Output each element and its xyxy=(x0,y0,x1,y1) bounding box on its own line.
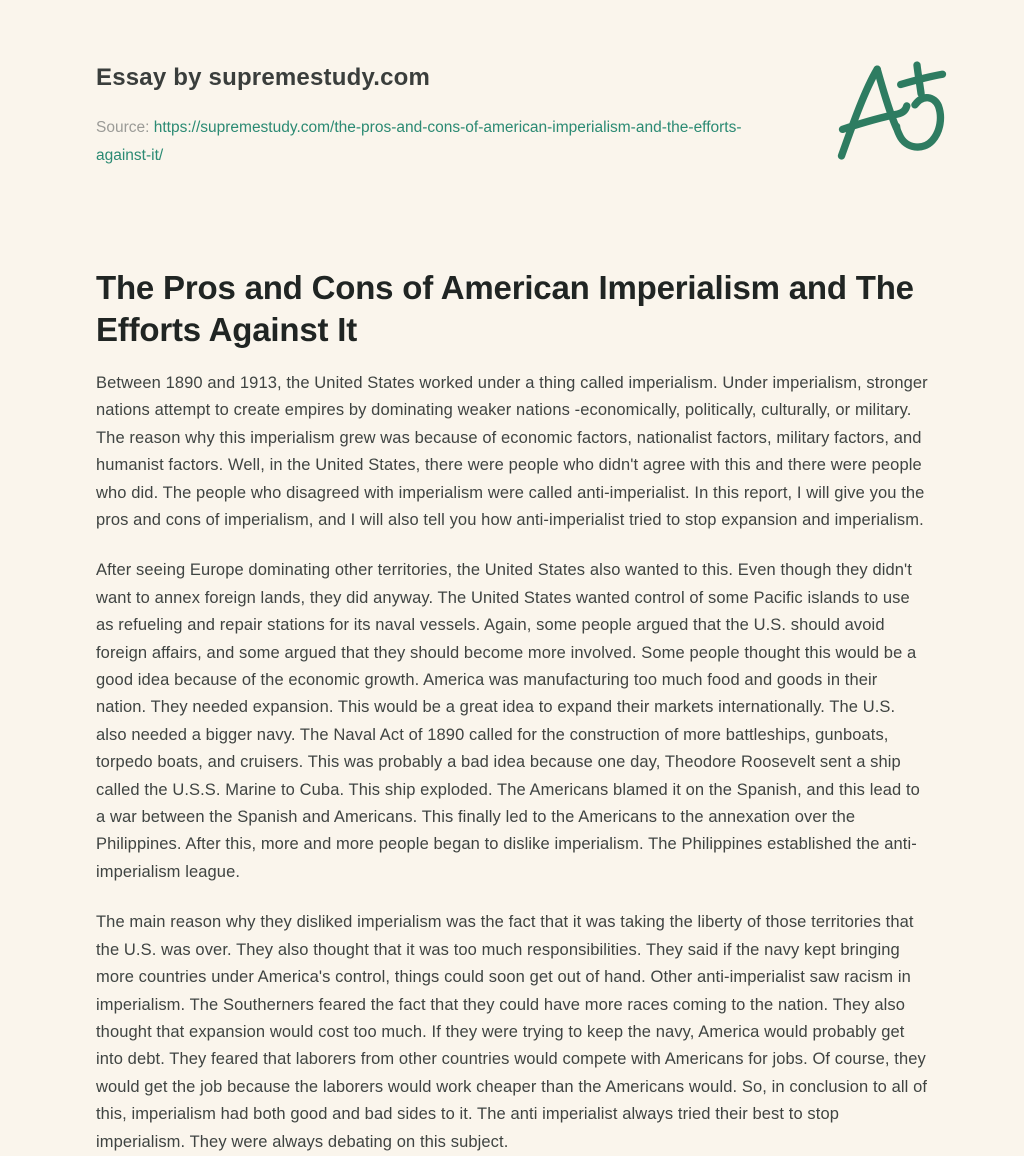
article-title: The Pros and Cons of American Imperialism and The Efforts Against It xyxy=(96,269,914,349)
header-text-block xyxy=(96,60,766,169)
a-plus-logo-svg xyxy=(832,60,952,162)
essay-by-heading: Essay by supremestudy.com xyxy=(96,64,431,91)
source-line xyxy=(96,114,766,169)
a-plus-logo-icon xyxy=(832,60,952,162)
page-header xyxy=(96,60,928,169)
paragraph-1: Between 1890 and 1913, the United States worked under a thing called imperialism. Under imperialism, stronger nations attempt to create empires by dominating weaker nations -economically, politically, culturally, or military. The reason why this imperialism grew was because of economic factors, nationalist factors, military factors, and humanist factors. Well, in the United States, there were people who didn't agree with this and there were people who did. The people who disagreed with imperialism were called anti-imperialist. In this report, I will give you the pros and cons of imperialism, and I will also tell you how anti-imperialist tried to stop expansion and imperialism. xyxy=(96,373,928,529)
article-body xyxy=(96,370,928,1156)
paragraph-3: The main reason why they disliked imperialism was the fact that it was taking the liberty of those territories that the U.S. was over. They also thought that it was too much responsibilities. They said if the navy kept bringing more countries under America's control, things could soon get out of hand. Other anti-imperialist saw racism in imperialism. The Southerners feared the fact that they could have more races coming to the nation. They also thought that expansion would cost too much. If they were trying to keep the navy, America would probably get into debt. They feared that laborers from other countries would compete with Americans for jobs. Of course, they would get the job because the laborers would work cheaper than the Americans would. So, in conclusion to all of this, imperialism had both good and bad sides to it. The anti imperialist always tried their best to stop imperialism. They were always debating on this subject. xyxy=(96,913,928,1151)
source-label: Source: xyxy=(96,119,150,136)
source-url-link[interactable]: https://supremestudy.com/the-pros-and-cons-of-american-imperialism-and-the-efforts-against-it/ xyxy=(96,119,742,164)
paragraph-2: After seeing Europe dominating other territories, the United States also wanted to this. Even though they didn't want to annex foreign lands, they did anyway. The United States wanted control of some Pacific islands to use as refueling and repair stations for its naval vessels. Again, some people argued that the U.S. should avoid foreign affairs, and some argued that they should become more involved. Some people thought this would be a good idea because of the economic growth. America was manufacturing too much food and goods in their nation. They needed expansion. This would be a great idea to expand their markets internationally. The U.S. also needed a bigger navy. The Naval Act of 1890 called for the construction of more battleships, gunboats, torpedo boats, and cruisers. This was probably a bad idea because one day, Theodore Roosevelt sent a ship called the U.S.S. Marine to Cuba. This ship exploded. The Americans blamed it on the Spanish, and this lead to a war between the Spanish and Americans. This finally led to the Americans to the annexation over the Philippines. After this, more and more people began to dislike imperialism. The Philippines established the anti-imperialism league. xyxy=(96,561,920,881)
